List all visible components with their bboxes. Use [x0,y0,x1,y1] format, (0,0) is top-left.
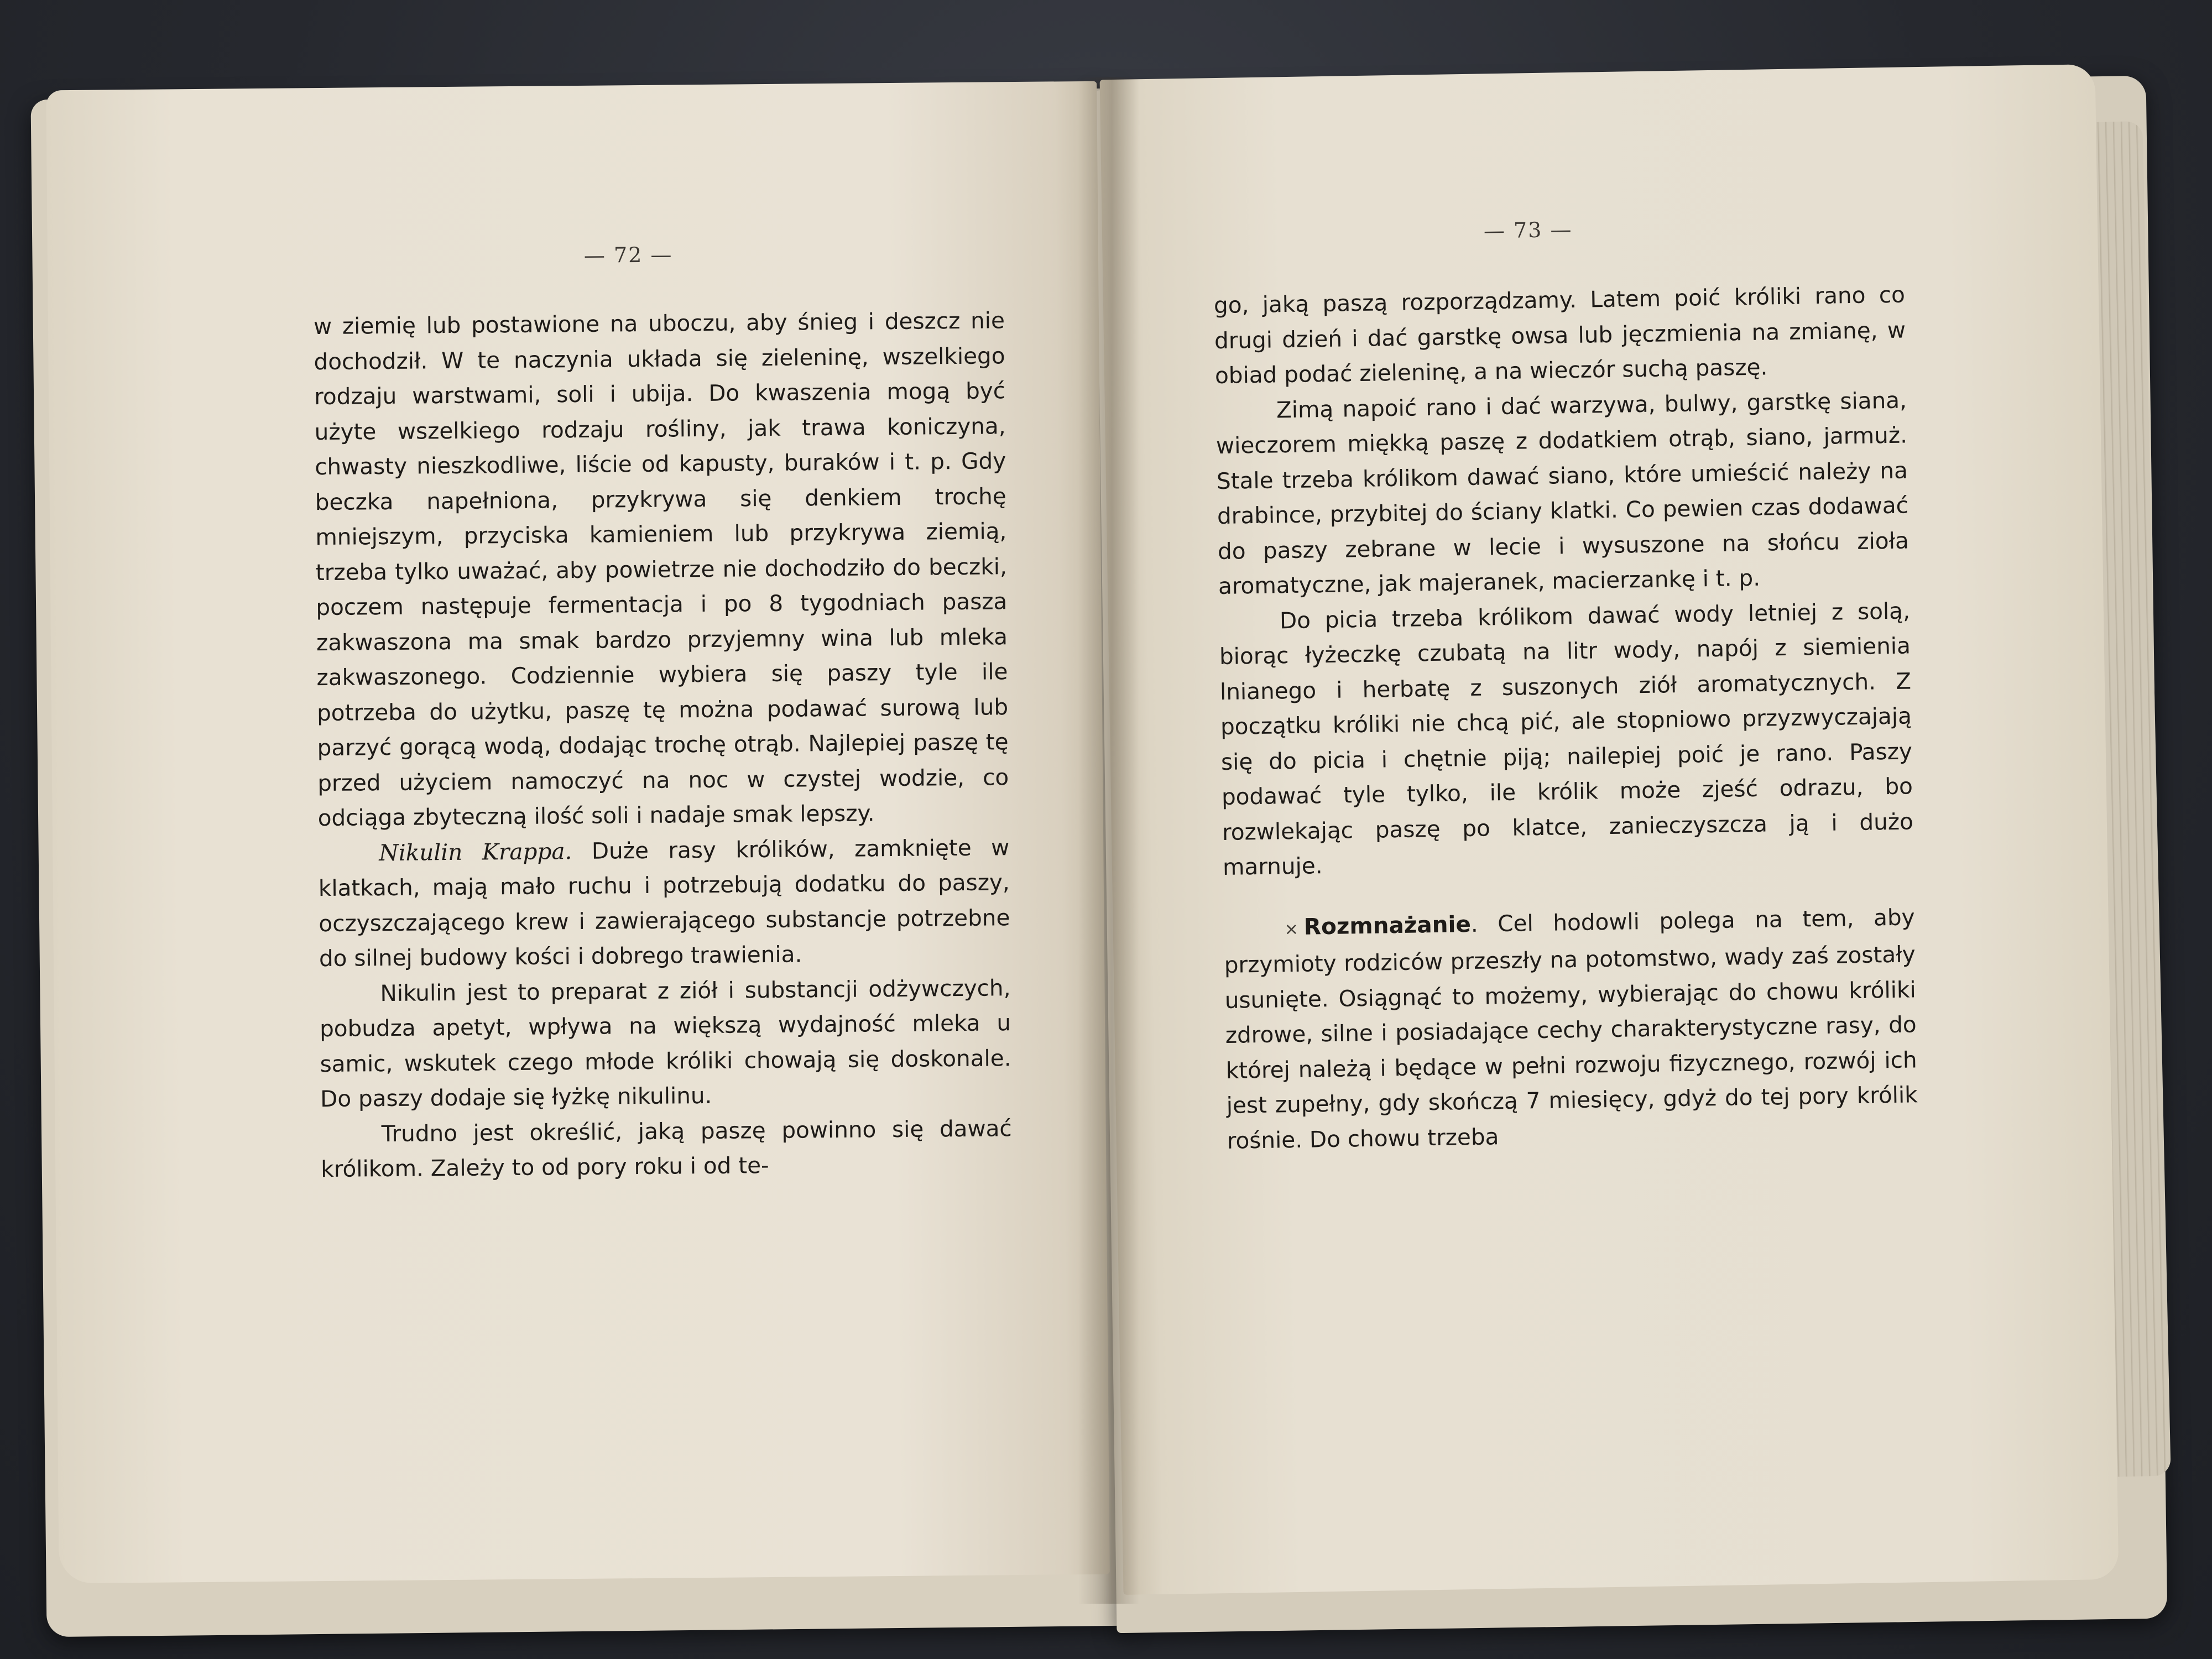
paragraph: Do picia trzeba królikom dawać wody letniej z solą, biorąc łyżeczkę czubatą na litr wody, napój z siemienia lnianego i herbatę z suszonych ziół aromatycznych. Z początku króliki nie chcą pić, ale stopniowo przyzwyczajają się do picia i chętnie piją; nailepiej poić je rano. Paszy podawać tyle tylko, ile królik może zjeść odrazu, bo rozwlekając paszę po klatce, zanieczyszcza ją i dużo marnuje. [1219,597,1914,880]
left-page-body [314,303,1013,1187]
pencil-mark: × [1284,919,1299,939]
paragraph [318,830,1010,977]
paragraph-text: Duże rasy królików, zamknięte w klatkach, mają mało ruchu i potrzebują dodatku do paszy, oczyszczającego krew i zawierającego substancje potrzebne do silnej budowy kości i dobrego trawienia. [318,833,1010,972]
paragraph-heading: Nikulin Krappa. [379,837,572,866]
page-number-left: — 72 — [583,242,673,268]
left-page [46,81,1109,1583]
paragraph: Nikulin jest to preparat z ziół i substancji odżywczych, pobudza apetyt, wpływa na większą wydajność mleka u samic, wskutek czego młode króliki chowają się doskonale. Do paszy dodaje się łyżkę nikulinu. [319,974,1011,1113]
paragraph: Zimą napoić rano i dać warzywa, bulwy, garstkę siana, wieczorem miękką paszę z dodatkiem otrąb, siano, jarmuż. Stale trzeba królikom dawać siano, które umieścić należy na drabince, przybitej do ściany klatki. Co pewien czas dodawać do paszy zebrane w lecie i wysuszone na słońcu zioła aromatyczne, jak majeranek, macierzankę i t. p. [1215,386,1910,600]
page-number-right: — 73 — [1483,217,1573,243]
paragraph-text: . Cel hodowli polega na tem, aby przymioty rodziców przeszły na potomstwo, wady zaś zostały usunięte. Osiągnąć to możemy, wybierając do chowu króliki zdrowe, silne i posiadające cechy charakterystyczne rasy, do której należą i będące w pełni rozwoju fizycznego, rozwój ich jest zupełny, gdy skończą 7 miesięcy, gdyż do tej pory królik rośnie. Do chowu trzeba [1224,903,1918,1154]
section-heading: Rozmnażanie [1303,910,1472,940]
paragraph: w ziemię lub postawione na uboczu, aby śnieg i deszcz nie dochodził. W te naczynia układa się zieleninę, wszelkiego rodzaju warstwami, soli i ubija. Do kwaszenia mogą być użyte wszelkiego rodzaju rośliny, jak trawa koniczyna, chwasty nieszkodliwe, liście od kapusty, buraków i t. p. Gdy beczka napełniona, przykrywa się denkiem trochę mniejszym, przyciska kamieniem lub przykrywa ziemią, trzeba tylko uważać, aby powietrze nie dochodziło do beczki, poczem następuje fermentacja i po 8 tygodniach pasza zakwaszona ma smak bardzo przyjemny wina lub mleka zakwaszonego. Codziennie wybiera się paszy tyle ile potrzeba do użytku, paszę tę można podawać surową lub parzyć gorącą wodą, dodając trochę otrąb. Najlepiej paszę tę przed użyciem namoczyć na noc w czystej wodzie, co odciąga zbyteczną ilość soli i nadaje smak lepszy. [313,307,1009,832]
spine-gutter [1078,77,1139,1604]
right-page-body [1214,277,1919,1158]
paragraph [1223,900,1918,1159]
paragraph: go, jaką paszą rozporządzamy. Latem poić króliki rano co drugi dzień i dać garstkę owsa lub jęczmienia na zmianę, w obiad podać zieleninę, a na wieczór suchą paszę. [1213,281,1906,389]
right-page [1100,64,2119,1595]
paragraph: Trudno jest określić, jaką paszę powinno się dawać królikom. Zależy to od pory roku i od te- [321,1114,1012,1183]
